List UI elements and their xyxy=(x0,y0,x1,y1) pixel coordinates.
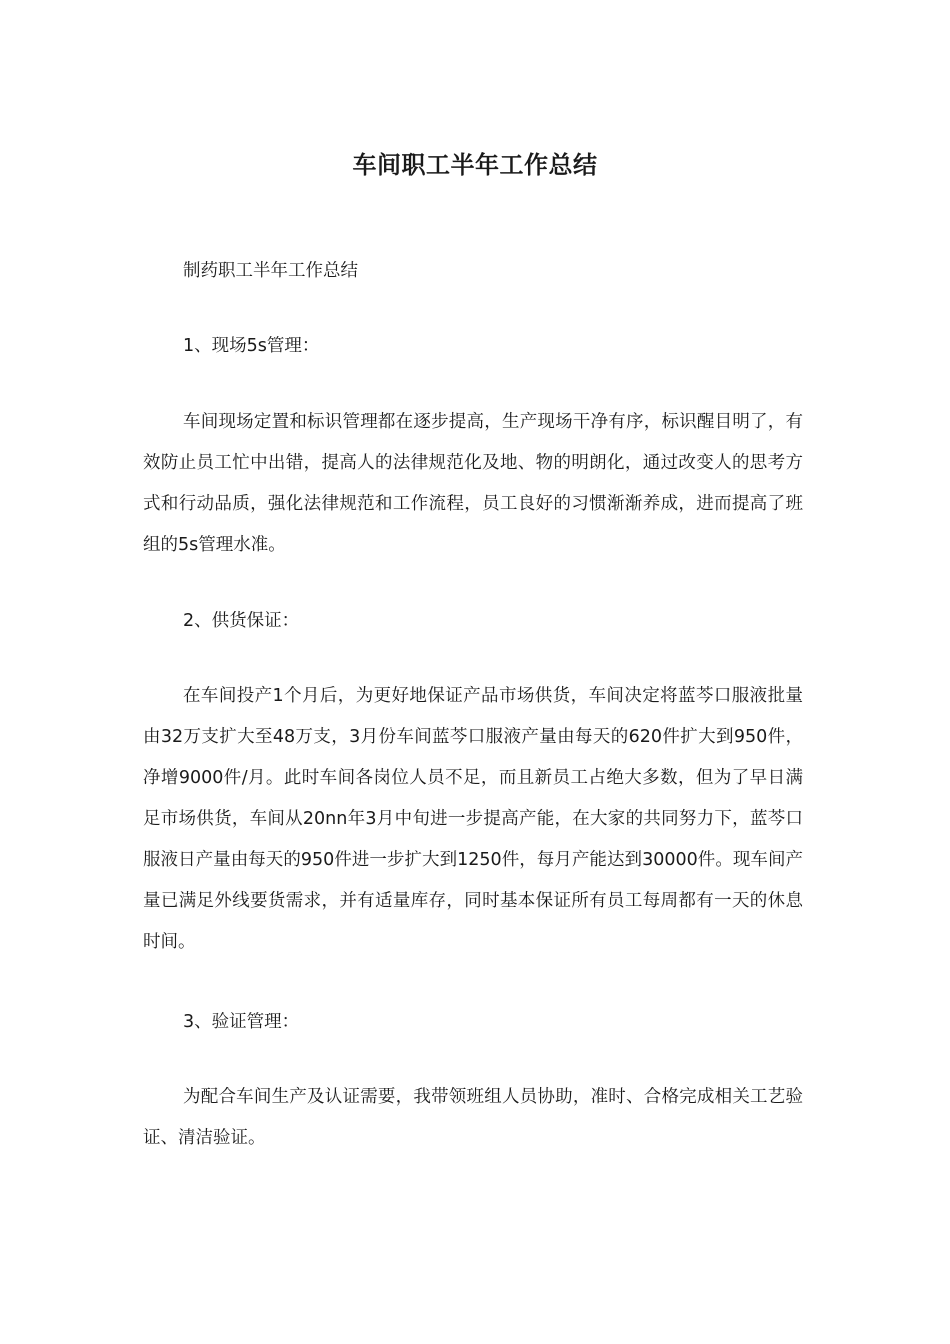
section-body-supply: 在车间投产1个月后，为更好地保证产品市场供货，车间决定将蓝芩口服液批量由32万支扩大至48万支，3月份车间蓝芩口服液产量由每天的620件扩大到950件，净增9000件/月。此时车间各岗位人员不足，而且新员工占绝大多数，但为了早日满足市场供货，车间从20nn年3月中旬进一步提高产能，在大家的共同努力下，蓝芩口服液日产量由每天的950件进一步扩大到1250件，每月产能达到30000件。现车间产量已满足外线要货需求，并有适量库存，同时基本保证所有员工每周都有一天的休息时间。 xyxy=(143,686,803,952)
document-title: 车间职工半年工作总结 xyxy=(352,150,598,180)
section-heading-validation: 3、验证管理： xyxy=(183,1012,300,1032)
section-heading-supply: 2、供货保证： xyxy=(183,611,300,631)
section-heading-5s: 1、现场5s管理： xyxy=(183,336,320,356)
document-subtitle: 制药职工半年工作总结 xyxy=(183,261,358,281)
section-body-validation: 为配合车间生产及认证需要，我带领班组人员协助，准时、合格完成相关工艺验证、清洁验证。 xyxy=(143,1087,803,1148)
section-body-5s: 车间现场定置和标识管理都在逐步提高，生产现场干净有序，标识醒目明了，有效防止员工忙中出错，提高人的法律规范化及地、物的明朗化，通过改变人的思考方式和行动品质，强化法律规范和工作流程，员工良好的习惯渐渐养成，进而提高了班组的5s管理水准。 xyxy=(143,412,803,555)
